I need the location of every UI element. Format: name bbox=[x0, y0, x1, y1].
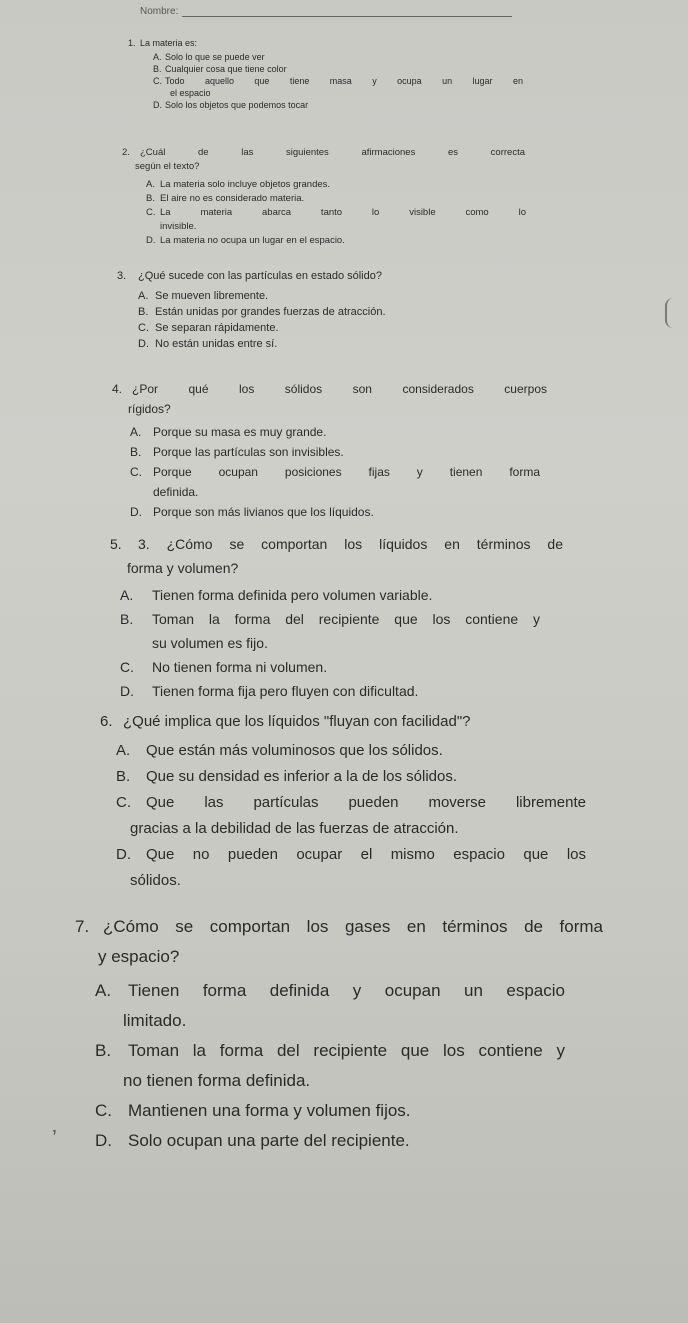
option-letter: C. bbox=[138, 322, 149, 334]
name-label: Nombre: bbox=[140, 6, 179, 17]
option-text: Tienen forma definida pero volumen variable. bbox=[152, 587, 433, 603]
option-letter: A. bbox=[153, 52, 162, 62]
option-text: no tienen forma definida. bbox=[123, 1071, 311, 1090]
option-text: Se mueven libremente. bbox=[155, 290, 269, 302]
option-letter: B. bbox=[153, 64, 162, 74]
question-text: La materia es: bbox=[140, 38, 198, 48]
question-text: ¿Qué implica que los líquidos "fluyan con facilidad"? bbox=[123, 713, 471, 730]
question-text: según el texto? bbox=[135, 161, 200, 172]
question-text: 3. ¿Cómo se comportan los líquidos en términos de bbox=[138, 536, 563, 552]
option-letter: D. bbox=[116, 846, 131, 863]
question-text: ¿Cómo se comportan los gases en términos de forma bbox=[103, 917, 603, 936]
option-text: Solo los objetos que podemos tocar bbox=[165, 100, 309, 110]
option-text: Cualquier cosa que tiene color bbox=[165, 64, 287, 74]
option-text: Solo ocupan una parte del recipiente. bbox=[128, 1131, 410, 1150]
option-letter: C. bbox=[153, 76, 162, 86]
option-letter: A. bbox=[120, 587, 134, 603]
question-number: 5. bbox=[110, 536, 122, 552]
option-letter: A. bbox=[116, 742, 131, 759]
option-text: limitado. bbox=[123, 1011, 187, 1030]
option-text: La materia abarca tanto lo visible como lo bbox=[160, 207, 526, 218]
option-text: Porque ocupan posiciones fijas y tienen forma bbox=[153, 465, 540, 479]
option-text: Tienen forma fija pero fluyen con dificultad. bbox=[152, 683, 419, 699]
name-field bbox=[140, 6, 512, 17]
option-text: Todo aquello que tiene masa y ocupa un lugar en bbox=[165, 76, 523, 86]
option-letter: B. bbox=[116, 768, 131, 785]
option-text: El aire no es considerado materia. bbox=[160, 193, 305, 204]
option-text: Que están más voluminosos que los sólidos. bbox=[146, 742, 443, 759]
question-number: 1. bbox=[128, 38, 136, 48]
option-text: Solo lo que se puede ver bbox=[165, 52, 265, 62]
question-text: forma y volumen? bbox=[127, 560, 239, 576]
option-text: La materia no ocupa un lugar en el espacio. bbox=[160, 235, 345, 246]
option-letter: B. bbox=[138, 306, 149, 318]
question-number: 4. bbox=[112, 382, 123, 396]
option-letter: A. bbox=[130, 425, 142, 439]
option-letter: C. bbox=[120, 659, 134, 675]
option-text: No están unidas entre sí. bbox=[155, 338, 278, 350]
name-blank-line bbox=[182, 6, 512, 17]
question-number: 2. bbox=[122, 147, 130, 158]
option-text: Porque su masa es muy grande. bbox=[153, 425, 327, 439]
option-text: Mantienen una forma y volumen fijos. bbox=[128, 1101, 411, 1120]
option-letter: B. bbox=[130, 445, 142, 459]
question-text: y espacio? bbox=[98, 947, 180, 966]
option-text: su volumen es fijo. bbox=[152, 635, 268, 651]
option-text: Tienen forma definida y ocupan un espacio bbox=[128, 981, 565, 1000]
option-letter: B. bbox=[146, 193, 155, 204]
option-letter: C. bbox=[95, 1101, 112, 1120]
option-letter: D. bbox=[153, 100, 162, 110]
question-text: ¿Cuál de las siguientes afirmaciones es correcta bbox=[140, 147, 525, 158]
option-letter: D. bbox=[95, 1131, 112, 1150]
option-text: invisible. bbox=[160, 221, 197, 232]
question-number: 7. bbox=[75, 917, 90, 936]
question-number: 3. bbox=[117, 270, 127, 282]
option-text: Toman la forma del recipiente que los contiene y bbox=[152, 611, 540, 627]
option-text: Están unidas por grandes fuerzas de atracción. bbox=[155, 306, 386, 318]
option-text: Porque las partículas son invisibles. bbox=[153, 445, 344, 459]
question-text: ¿Qué sucede con las partículas en estado sólido? bbox=[138, 270, 382, 282]
option-text: Porque son más livianos que los líquidos. bbox=[153, 505, 374, 519]
question-text: rígidos? bbox=[128, 402, 171, 416]
option-letter: A. bbox=[138, 290, 149, 302]
option-text: Se separan rápidamente. bbox=[155, 322, 279, 334]
option-text: Que su densidad es inferior a la de los sólidos. bbox=[146, 768, 458, 785]
option-text: Que las partículas pueden moverse libremente bbox=[146, 794, 586, 811]
question-text: ¿Por qué los sólidos son considerados cuerpos bbox=[132, 382, 547, 396]
question-number: 6. bbox=[100, 713, 113, 730]
option-letter: C. bbox=[146, 207, 156, 218]
option-text: gracias a la debilidad de las fuerzas de atracción. bbox=[130, 820, 459, 837]
option-text: La materia solo incluye objetos grandes. bbox=[160, 179, 331, 190]
option-text: No tienen forma ni volumen. bbox=[152, 659, 328, 675]
option-letter: C. bbox=[116, 794, 131, 811]
option-letter: D. bbox=[120, 683, 134, 699]
pencil-tick-mark: ‚ bbox=[52, 1112, 57, 1137]
option-text: sólidos. bbox=[130, 872, 181, 889]
option-text: el espacio bbox=[170, 88, 211, 98]
margin-pencil-mark bbox=[665, 298, 675, 328]
option-letter: B. bbox=[95, 1041, 112, 1060]
option-letter: B. bbox=[120, 611, 134, 627]
option-letter: A. bbox=[95, 981, 112, 1000]
option-letter: D. bbox=[130, 505, 142, 519]
option-text: Que no pueden ocupar el mismo espacio que los bbox=[146, 846, 586, 863]
option-letter: D. bbox=[146, 235, 156, 246]
option-text: Toman la forma del recipiente que los contiene y bbox=[128, 1041, 565, 1060]
option-letter: D. bbox=[138, 338, 149, 350]
option-text: definida. bbox=[153, 485, 199, 499]
option-letter: A. bbox=[146, 179, 155, 190]
option-letter: C. bbox=[130, 465, 142, 479]
